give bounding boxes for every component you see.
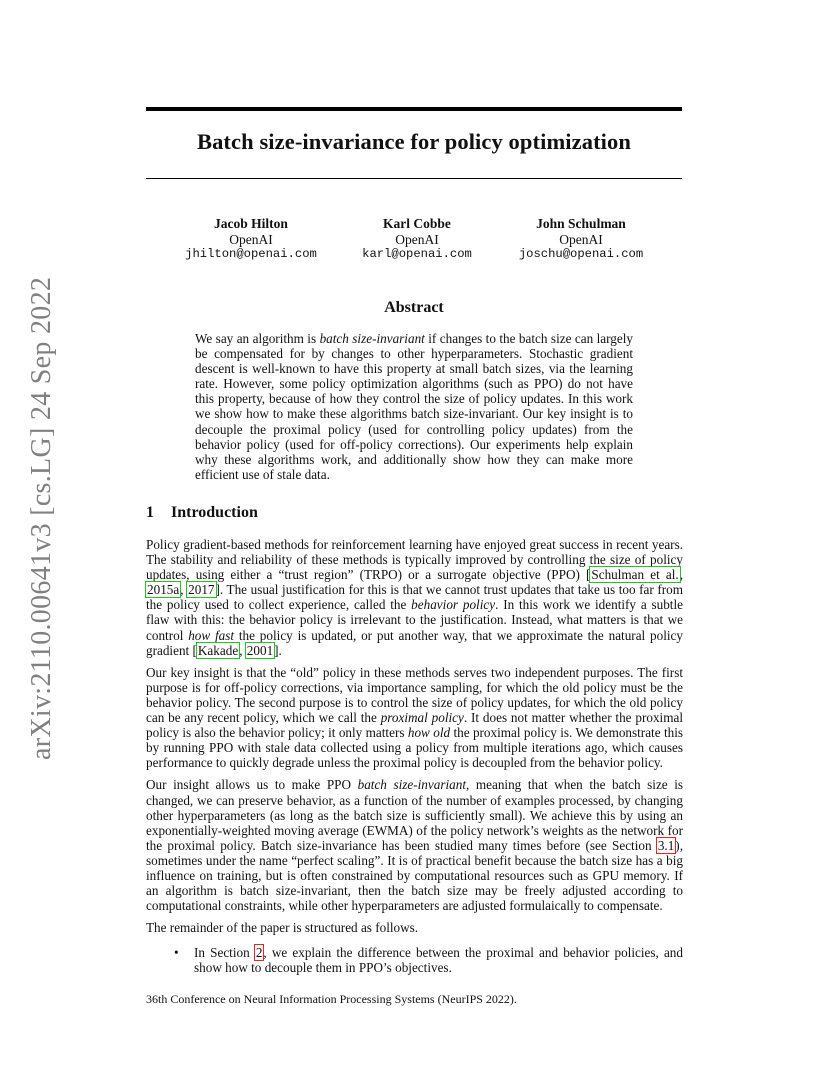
body-text bbox=[146, 537, 683, 976]
abstract-text: We say an algorithm is batch size-invariant if changes to the batch size can largely be compensated for by changes to other hyperparameters. Stochastic gradient descent is well-known to have this property at small batch sizes, via the learning rate. However, some policy optimization algorithms (such as PPO) do not have this property, because of how they control the size of policy updates. In this work we show how to make these algorithms batch size-invariant. Our key insight is to decouple the proximal policy (used for controlling policy updates) from the behavior policy (used for off-policy corrections). Our experiments help explain why these algorithms work, and additionally show how they can make more efficient use of stale data. bbox=[195, 331, 633, 482]
author-name: Jacob Hilton bbox=[214, 216, 288, 231]
title-top-rule bbox=[146, 107, 682, 111]
author-affiliation: OpenAI bbox=[559, 231, 603, 247]
section-ref-link[interactable]: 2 bbox=[255, 945, 263, 961]
author-3 bbox=[491, 216, 671, 263]
author-email: karl@openai.com bbox=[362, 247, 472, 261]
author-1 bbox=[161, 216, 341, 263]
section-number: 1 bbox=[146, 504, 154, 521]
paper-title: Batch size-invariance for policy optimization bbox=[196, 129, 632, 154]
title-bottom-rule bbox=[146, 178, 682, 179]
paragraph-4: The remainder of the paper is structured as follows. bbox=[146, 920, 419, 936]
abstract-heading: Abstract bbox=[384, 299, 444, 316]
outline-list bbox=[146, 945, 683, 975]
section-heading bbox=[146, 504, 258, 522]
author-affiliation: OpenAI bbox=[395, 231, 439, 247]
citation-link[interactable]: 2017 bbox=[188, 582, 215, 598]
paragraph-2: Our key insight is that the “old” policy in these methods serves two independent purposes. The first purpose is for off-policy corrections, via importance sampling, for which the old policy must be the behavior policy. The second purpose is to control the size of policy updates, for which the old policy can be any recent policy, which we call the proximal policy. It does not matter whether the proximal policy is also the behavior policy; it only matters how old the proximal policy is. We demonstrate this by running PPO with stale data collected using a policy from multiple iterations ago, which causes performance to quickly degrade unless the proximal policy is decoupled from the behavior policy. bbox=[146, 664, 683, 771]
author-name: John Schulman bbox=[536, 216, 626, 231]
citation-link[interactable]: 2001 bbox=[246, 642, 274, 658]
author-affiliation: OpenAI bbox=[229, 231, 273, 247]
conference-footer: 36th Conference on Neural Information Processing Systems (NeurIPS 2022). bbox=[146, 992, 517, 1006]
arxiv-sidebar-stamp: arXiv:2110.00641v3 [cs.LG] 24 Sep 2022 bbox=[26, 276, 57, 760]
author-email: jhilton@openai.com bbox=[185, 247, 317, 261]
author-email: joschu@openai.com bbox=[518, 247, 644, 261]
citation-link[interactable]: Kakade bbox=[197, 642, 239, 658]
paragraph-1: Policy gradient-based methods for reinforcement learning have enjoyed great success in recent years. The stability and reliability of these methods is typically improved by controlling the size of policy updates, using either a “trust region” (TRPO) or a surrogate objective (PPO) [Schulman et al., 2015a, 2017]. The usual justification for this is that we cannot trust updates that take us too far from the policy used to collect experience, called the behavior policy. In this work we identify a subtle flaw with this: the behavior policy is irrelevant to the justification. Instead, what matters is that we control how fast the policy is updated, or put another way, that we approximate the natural policy gradient [Kakade, 2001]. bbox=[146, 537, 684, 658]
section-title: Introduction bbox=[171, 504, 258, 521]
citation-link[interactable]: 2015a bbox=[147, 582, 180, 598]
citation-link[interactable]: Schulman et al. bbox=[591, 567, 679, 583]
author-2 bbox=[327, 216, 507, 263]
section-ref-link[interactable]: 3.1 bbox=[657, 837, 675, 853]
paragraph-3: Our insight allows us to make PPO batch size-invariant, meaning that when the batch size is changed, we can preserve behavior, as a function of the number of examples processed, by changing other hyperparameters (as long as the batch size is sufficiently small). We achieve this by using an exponentially-weighted moving average (EWMA) of the policy network’s weights as the network for the proximal policy. Batch size-invariance has been studied many times before (see Section 3.1), sometimes under the name “perfect scaling”. It is of practical benefit because the batch size has a big influence on training, but is often constrained by computational resources such as GPU memory. If an algorithm is batch size-invariant, then the batch size may be freely adjusted according to computational constraints, while other hyperparameters are adjusted formulaically to compensate. bbox=[146, 777, 684, 914]
list-item: • In Section 2, we explain the difference between the proximal and behavior policies, and show how to decouple them in PPO’s objectives. bbox=[194, 945, 683, 975]
author-name: Karl Cobbe bbox=[383, 216, 451, 231]
